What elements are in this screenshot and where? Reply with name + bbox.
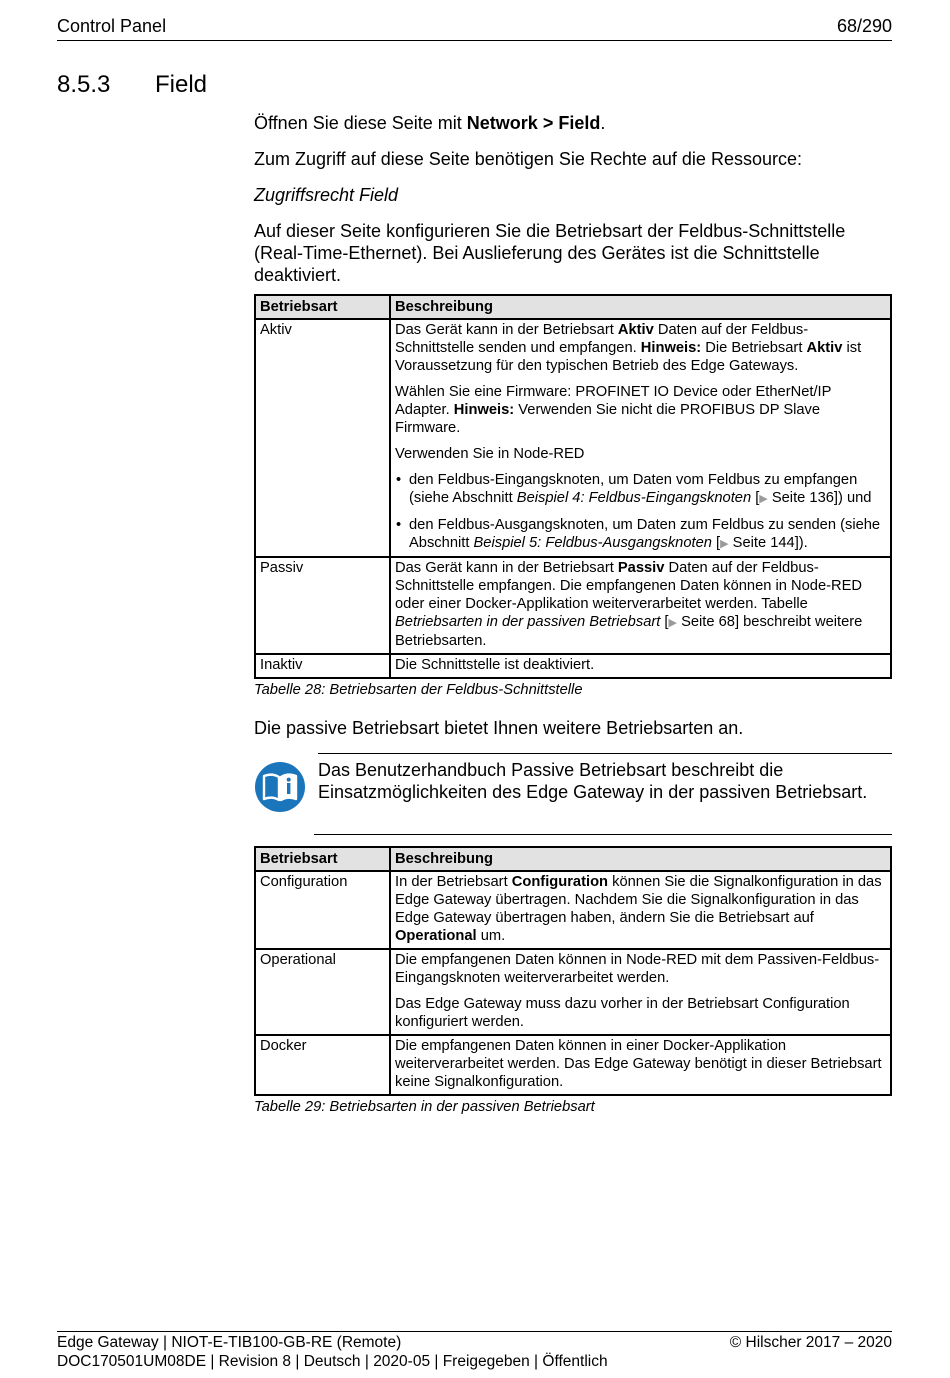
text-run: Die Schnittstelle ist deaktiviert. bbox=[395, 657, 595, 673]
italic-link-text: Beispiel 4: Feldbus-Eingangsknoten bbox=[516, 490, 752, 506]
text-run: [ bbox=[660, 614, 669, 630]
page-footer bbox=[57, 1331, 892, 1371]
text-run: den Feldbus-Ausgangsknoten, um Daten zum Feldbus zu senden (siehe Abschnitt bbox=[409, 517, 881, 551]
description-cell bbox=[390, 319, 891, 557]
text-run: ist Voraussetzung für den typischen Betrieb des Edge Gateways. bbox=[395, 340, 862, 374]
intro-paragraph-1 bbox=[254, 112, 892, 134]
text-run: Daten auf der Feldbus-Schnittstelle senden und empfangen. bbox=[395, 322, 809, 356]
note-top-rule bbox=[318, 753, 892, 754]
table-header-row bbox=[255, 847, 891, 871]
footer-copyright: © Hilscher 2017 – 2020 bbox=[729, 1334, 892, 1351]
bold-text: Aktiv bbox=[617, 322, 654, 338]
description-paragraph bbox=[395, 1037, 886, 1091]
description-paragraph bbox=[395, 951, 886, 987]
page-header bbox=[57, 14, 892, 41]
mode-cell: Operational bbox=[255, 949, 390, 1035]
info-book-icon bbox=[254, 761, 306, 813]
page-number: 68/290 bbox=[836, 16, 892, 36]
text-run: . bbox=[600, 113, 606, 133]
list-item bbox=[395, 516, 886, 553]
footer-document-info: DOC170501UM08DE | Revision 8 | Deutsch | 2020-05 | Freigegeben | Öffentlich bbox=[57, 1353, 608, 1370]
bold-text: Configuration bbox=[511, 874, 609, 890]
text-run: Daten auf der Feldbus-Schnittstelle empfangen. Die empfangenen Daten können in Node-RED oder einer Docker-Applikation weiterverarbeitet werden. Tabelle bbox=[395, 560, 863, 612]
text-run: Das Gerät kann in der Betriebsart bbox=[395, 560, 618, 576]
text-run: können Sie die Signalkonfiguration in das Edge Gateway übertragen. Nachdem Sie die Signalkonfiguration in das Edge Gateway übertragen haben, ändern Sie die Betriebsart auf bbox=[395, 874, 882, 926]
intro-paragraph-2: Zum Zugriff auf diese Seite benötigen Sie Rechte auf die Ressource: bbox=[254, 149, 802, 169]
access-right: Zugriffsrecht Field bbox=[254, 185, 399, 205]
bold-text: Hinweis: bbox=[640, 340, 702, 356]
bold-text: Aktiv bbox=[806, 340, 843, 356]
description-cell bbox=[390, 1035, 891, 1095]
table-row bbox=[255, 654, 891, 678]
description-cell bbox=[390, 654, 891, 678]
table-row bbox=[255, 1035, 891, 1095]
table-row bbox=[255, 949, 891, 1035]
description-paragraph bbox=[395, 656, 886, 674]
table-row bbox=[255, 319, 891, 557]
table-row bbox=[255, 557, 891, 654]
list-item bbox=[395, 471, 886, 508]
description-cell bbox=[390, 557, 891, 654]
description-paragraph bbox=[395, 873, 886, 945]
column-header: Betriebsart bbox=[255, 847, 390, 871]
italic-link-text: Betriebsarten in der passiven Betriebsart bbox=[395, 614, 661, 630]
bullet-list bbox=[395, 471, 886, 553]
description-paragraph bbox=[395, 559, 886, 650]
section-heading bbox=[57, 71, 207, 99]
section-number: 8.5.3 bbox=[57, 71, 111, 98]
text-run: In der Betriebsart bbox=[395, 874, 512, 890]
description-paragraph bbox=[395, 995, 886, 1031]
operating-modes-table bbox=[254, 294, 892, 679]
table-caption: Tabelle 28: Betriebsarten der Feldbus-Schnittstelle bbox=[254, 682, 583, 698]
note-box bbox=[254, 753, 892, 835]
text-run: [ bbox=[751, 490, 760, 506]
note-bottom-rule bbox=[314, 834, 892, 835]
header-title: Control Panel bbox=[57, 16, 167, 36]
column-header: Betriebsart bbox=[255, 295, 390, 319]
bold-text: Hinweis: bbox=[453, 402, 515, 418]
table-row bbox=[255, 871, 891, 949]
text-run: Verwenden Sie in Node-RED bbox=[395, 446, 585, 462]
mode-cell: Inaktiv bbox=[255, 654, 390, 678]
text-run: [ bbox=[711, 535, 721, 551]
text-run: Öffnen Sie diese Seite mit bbox=[254, 113, 467, 133]
description-cell bbox=[390, 949, 891, 1035]
text-run: Die empfangenen Daten können in einer Docker-Applikation weiterverarbeitet werden. Das Edge Gateway benötigt in dieser Betriebsart keine Signalkonfiguration. bbox=[395, 1038, 882, 1090]
footer-product: Edge Gateway | NIOT-E-TIB100-GB-RE (Remote) bbox=[57, 1334, 402, 1351]
text-run: Seite 136]) und bbox=[767, 490, 872, 506]
table-caption: Tabelle 29: Betriebsarten in der passiven Betriebsart bbox=[254, 1099, 595, 1115]
bullet-icon: • bbox=[396, 472, 402, 488]
description-cell bbox=[390, 871, 891, 949]
page-reference-arrow-icon: ▶ bbox=[720, 538, 729, 550]
column-header: Beschreibung bbox=[390, 847, 891, 871]
description-paragraph bbox=[395, 383, 886, 437]
note-text: Das Benutzerhandbuch Passive Betriebsart beschreibt die Einsatzmöglichkeiten des Edge Gateway in der passiven Betriebsart. bbox=[318, 760, 868, 802]
mode-cell: Passiv bbox=[255, 557, 390, 654]
text-run: Wählen Sie eine Firmware: PROFINET IO Device oder EtherNet/IP Adapter. bbox=[395, 384, 832, 418]
page-reference-arrow-icon: ▶ bbox=[759, 493, 768, 505]
text-run: Das Edge Gateway muss dazu vorher in der Betriebsart Configuration konfiguriert werden. bbox=[395, 996, 850, 1030]
section-title: Field bbox=[155, 71, 208, 98]
description-paragraph bbox=[395, 321, 886, 375]
passive-modes-table bbox=[254, 846, 892, 1096]
bold-text: Passiv bbox=[617, 560, 665, 576]
text-run: Das Gerät kann in der Betriebsart bbox=[395, 322, 618, 338]
text-run: Die empfangenen Daten können in Node-RED mit dem Passiven-Feldbus-Eingangsknoten weiterverarbeitet werden. bbox=[395, 952, 880, 986]
text-run: Verwenden Sie nicht die PROFIBUS DP Slave Firmware. bbox=[395, 402, 821, 436]
mode-cell: Docker bbox=[255, 1035, 390, 1095]
passive-intro: Die passive Betriebsart bietet Ihnen weitere Betriebsarten an. bbox=[254, 718, 744, 738]
bold-text: Network > Field bbox=[466, 113, 601, 133]
mode-cell: Configuration bbox=[255, 871, 390, 949]
text-run: Die Betriebsart bbox=[701, 340, 807, 356]
bullet-icon: • bbox=[396, 517, 402, 533]
page-reference-arrow-icon: ▶ bbox=[668, 617, 677, 629]
text-run: Seite 68] beschreibt weitere Betriebsarten. bbox=[395, 614, 863, 649]
text-run: den Feldbus-Eingangsknoten, um Daten vom Feldbus zu empfangen (siehe Abschnitt bbox=[409, 472, 858, 506]
italic-link-text: Beispiel 5: Feldbus-Ausgangsknoten bbox=[473, 535, 712, 551]
main-content bbox=[254, 112, 892, 1134]
mode-cell: Aktiv bbox=[255, 319, 390, 557]
description-paragraph bbox=[395, 445, 886, 463]
text-run: Seite 144]). bbox=[728, 535, 808, 551]
intro-paragraph-4: Auf dieser Seite konfigurieren Sie die Betriebsart der Feldbus-Schnittstelle (Real-Time-Ethernet). Bei Auslieferung des Gerätes ist die Schnittstelle deaktiviert. bbox=[254, 221, 846, 285]
column-header: Beschreibung bbox=[390, 295, 891, 319]
text-run: um. bbox=[476, 928, 506, 944]
bold-text: Operational bbox=[395, 928, 477, 944]
table-header-row bbox=[255, 295, 891, 319]
